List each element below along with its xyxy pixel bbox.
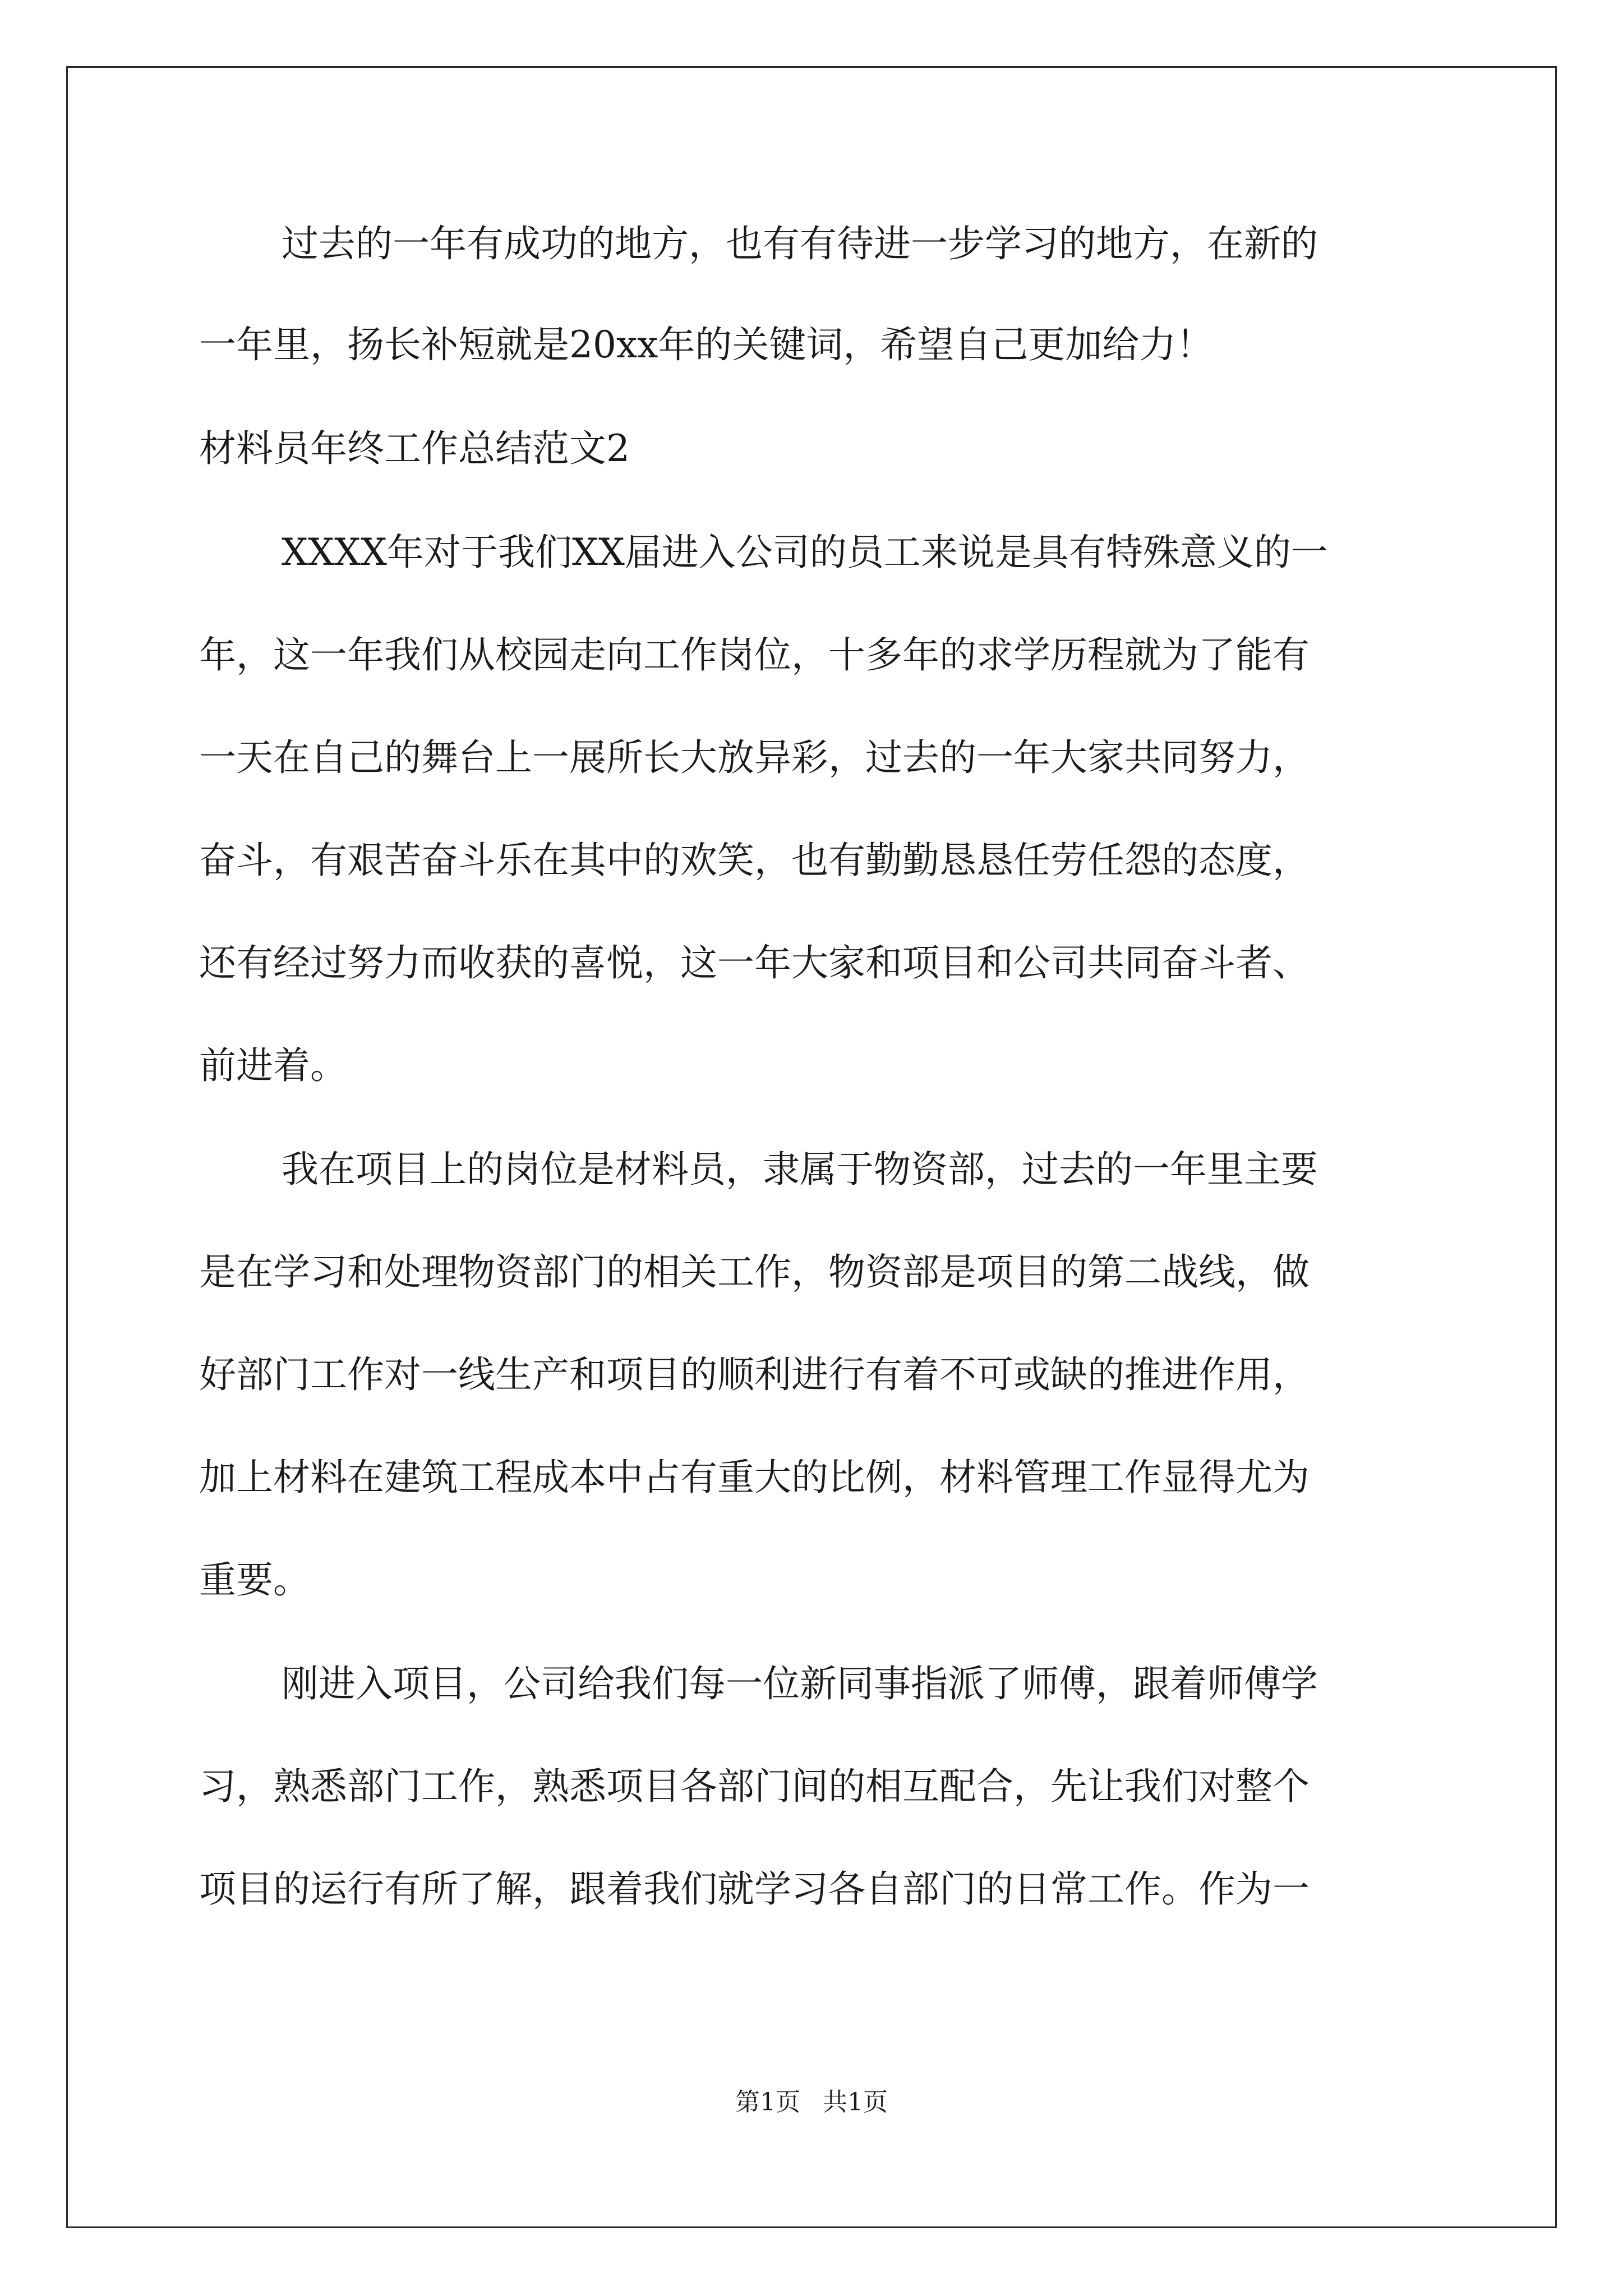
paragraph-line: 前进着。 xyxy=(199,1044,347,1087)
page-footer xyxy=(0,2086,1623,2119)
paragraph-line: 刚进入项目，公司给我们每一位新同事指派了师傅，跟着师傅学 xyxy=(282,1662,1318,1705)
paragraph-line: 一年里，扬长补短就是20xx年的关键词，希望自己更加给力！ xyxy=(199,323,1214,366)
paragraph-line: 习，熟悉部门工作，熟悉项目各部门间的相互配合，先让我们对整个 xyxy=(199,1765,1310,1808)
paragraph-line: 年，这一年我们从校园走向工作岗位，十多年的求学历程就为了能有 xyxy=(199,633,1310,677)
paragraph-line: 重要。 xyxy=(199,1558,310,1602)
page-total: 共1页 xyxy=(823,2088,888,2116)
paragraph-line: 奋斗，有艰苦奋斗乐在其中的欢笑，也有勤勤恳恳任劳任怨的态度， xyxy=(199,839,1310,882)
paragraph-line: 好部门工作对一线生产和项目的顺利进行有着不可或缺的推进作用， xyxy=(199,1353,1310,1396)
paragraph-line: XXXX年对于我们XX届进入公司的员工来说是具有特殊意义的一 xyxy=(282,531,1328,574)
section-heading: 材料员年终工作总结范文2 xyxy=(199,427,630,470)
paragraph-line: 是在学习和处理物资部门的相关工作，物资部是项目的第二战线，做 xyxy=(199,1250,1310,1294)
page-number: 第1页 xyxy=(735,2088,800,2116)
paragraph-line: 加上材料在建筑工程成本中占有重大的比例，材料管理工作显得尤为 xyxy=(199,1456,1310,1499)
paragraph-line: 我在项目上的岗位是材料员，隶属于物资部，过去的一年里主要 xyxy=(282,1148,1318,1191)
paragraph-line: 项目的运行有所了解，跟着我们就学习各自部门的日常工作。作为一 xyxy=(199,1867,1310,1911)
paragraph-line: 还有经过努力而收获的喜悦，这一年大家和项目和公司共同奋斗者、 xyxy=(199,941,1310,984)
paragraph-line: 过去的一年有成功的地方，也有有待进一步学习的地方，在新的 xyxy=(282,222,1318,265)
paragraph-line: 一天在自己的舞台上一展所长大放异彩，过去的一年大家共同努力， xyxy=(199,736,1310,779)
